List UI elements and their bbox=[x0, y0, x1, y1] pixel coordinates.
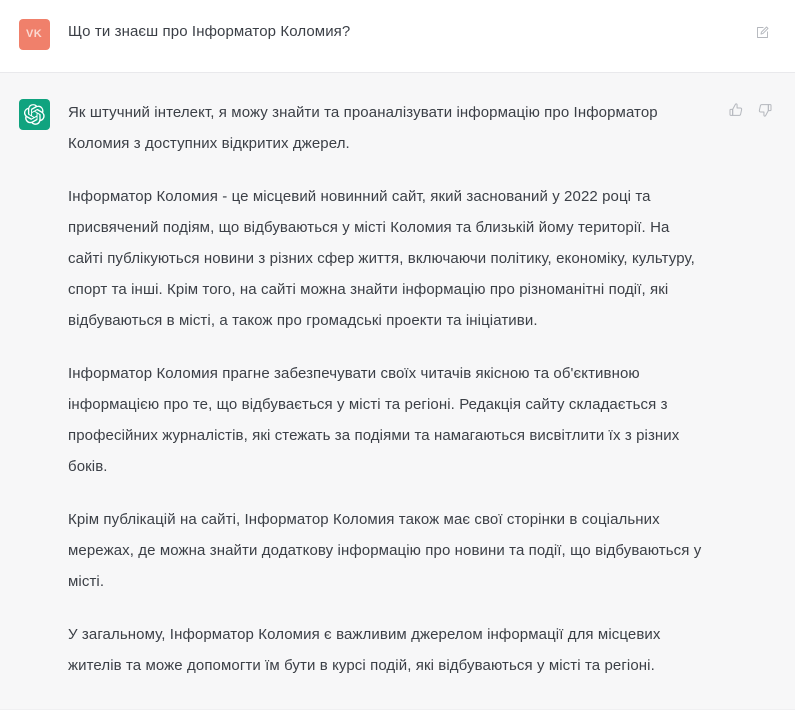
thumbs-up-icon bbox=[728, 102, 744, 118]
edit-square-pencil-icon bbox=[755, 25, 770, 40]
answer-paragraph: Як штучний інтелект, я можу знайти та проаналізувати інформацію про Інформатор Коломия з доступних відкритих джерел. bbox=[68, 104, 658, 152]
user-message-body bbox=[68, 17, 753, 44]
answer-paragraph: Інформатор Коломия - це місцевий новинний сайт, який заснований у 2022 році та присвячений подіям, що відбуваються у місті Коломия та близькій йому території. На сайті публікуються новини з різних сфер життя, включаючи політику, економіку, культуру, спорт та інші. Крім того, на сайті можна знайти інформацію про різноманітні події, які відбуваються в місті, а також про громадські проекти та ініціативи. bbox=[68, 188, 695, 329]
user-message-row bbox=[0, 0, 795, 73]
assistant-message-actions bbox=[727, 97, 795, 119]
assistant-avatar-column bbox=[0, 97, 68, 130]
answer-paragraph: У загальному, Інформатор Коломия є важливим джерелом інформації для місцевих жителів та може допомогти їм бути в курсі подій, які відбуваються у місті та регіоні. bbox=[68, 626, 661, 674]
assistant-answer-text bbox=[68, 97, 708, 681]
avatar bbox=[19, 99, 50, 130]
assistant-message-row bbox=[0, 73, 795, 710]
user-avatar-column bbox=[0, 17, 68, 50]
user-message-text: Що ти знаєш про Інформатор Коломия? bbox=[68, 23, 351, 40]
openai-logo-icon bbox=[24, 104, 45, 125]
answer-paragraph: Крім публікацій на сайті, Інформатор Коломия також має свої сторінки в соціальних мережах, де можна знайти додаткову інформацію про новини та події, що відбуваються у місті. bbox=[68, 511, 702, 590]
edit-message-button[interactable] bbox=[753, 23, 771, 41]
thumbs-down-button[interactable] bbox=[756, 101, 774, 119]
thumbs-down-icon bbox=[757, 102, 773, 118]
answer-paragraph: Інформатор Коломия прагне забезпечувати своїх читачів якісною та об'єктивною інформацією про те, що відбувається у місті та регіоні. Редакція сайту складається з професійних журналістів, які стежать за подіями та намагаються висвітлити їх з різних боків. bbox=[68, 365, 680, 475]
thumbs-up-button[interactable] bbox=[727, 101, 745, 119]
assistant-message-body bbox=[68, 97, 727, 681]
avatar: VK bbox=[19, 19, 50, 50]
user-message-actions bbox=[753, 17, 795, 41]
